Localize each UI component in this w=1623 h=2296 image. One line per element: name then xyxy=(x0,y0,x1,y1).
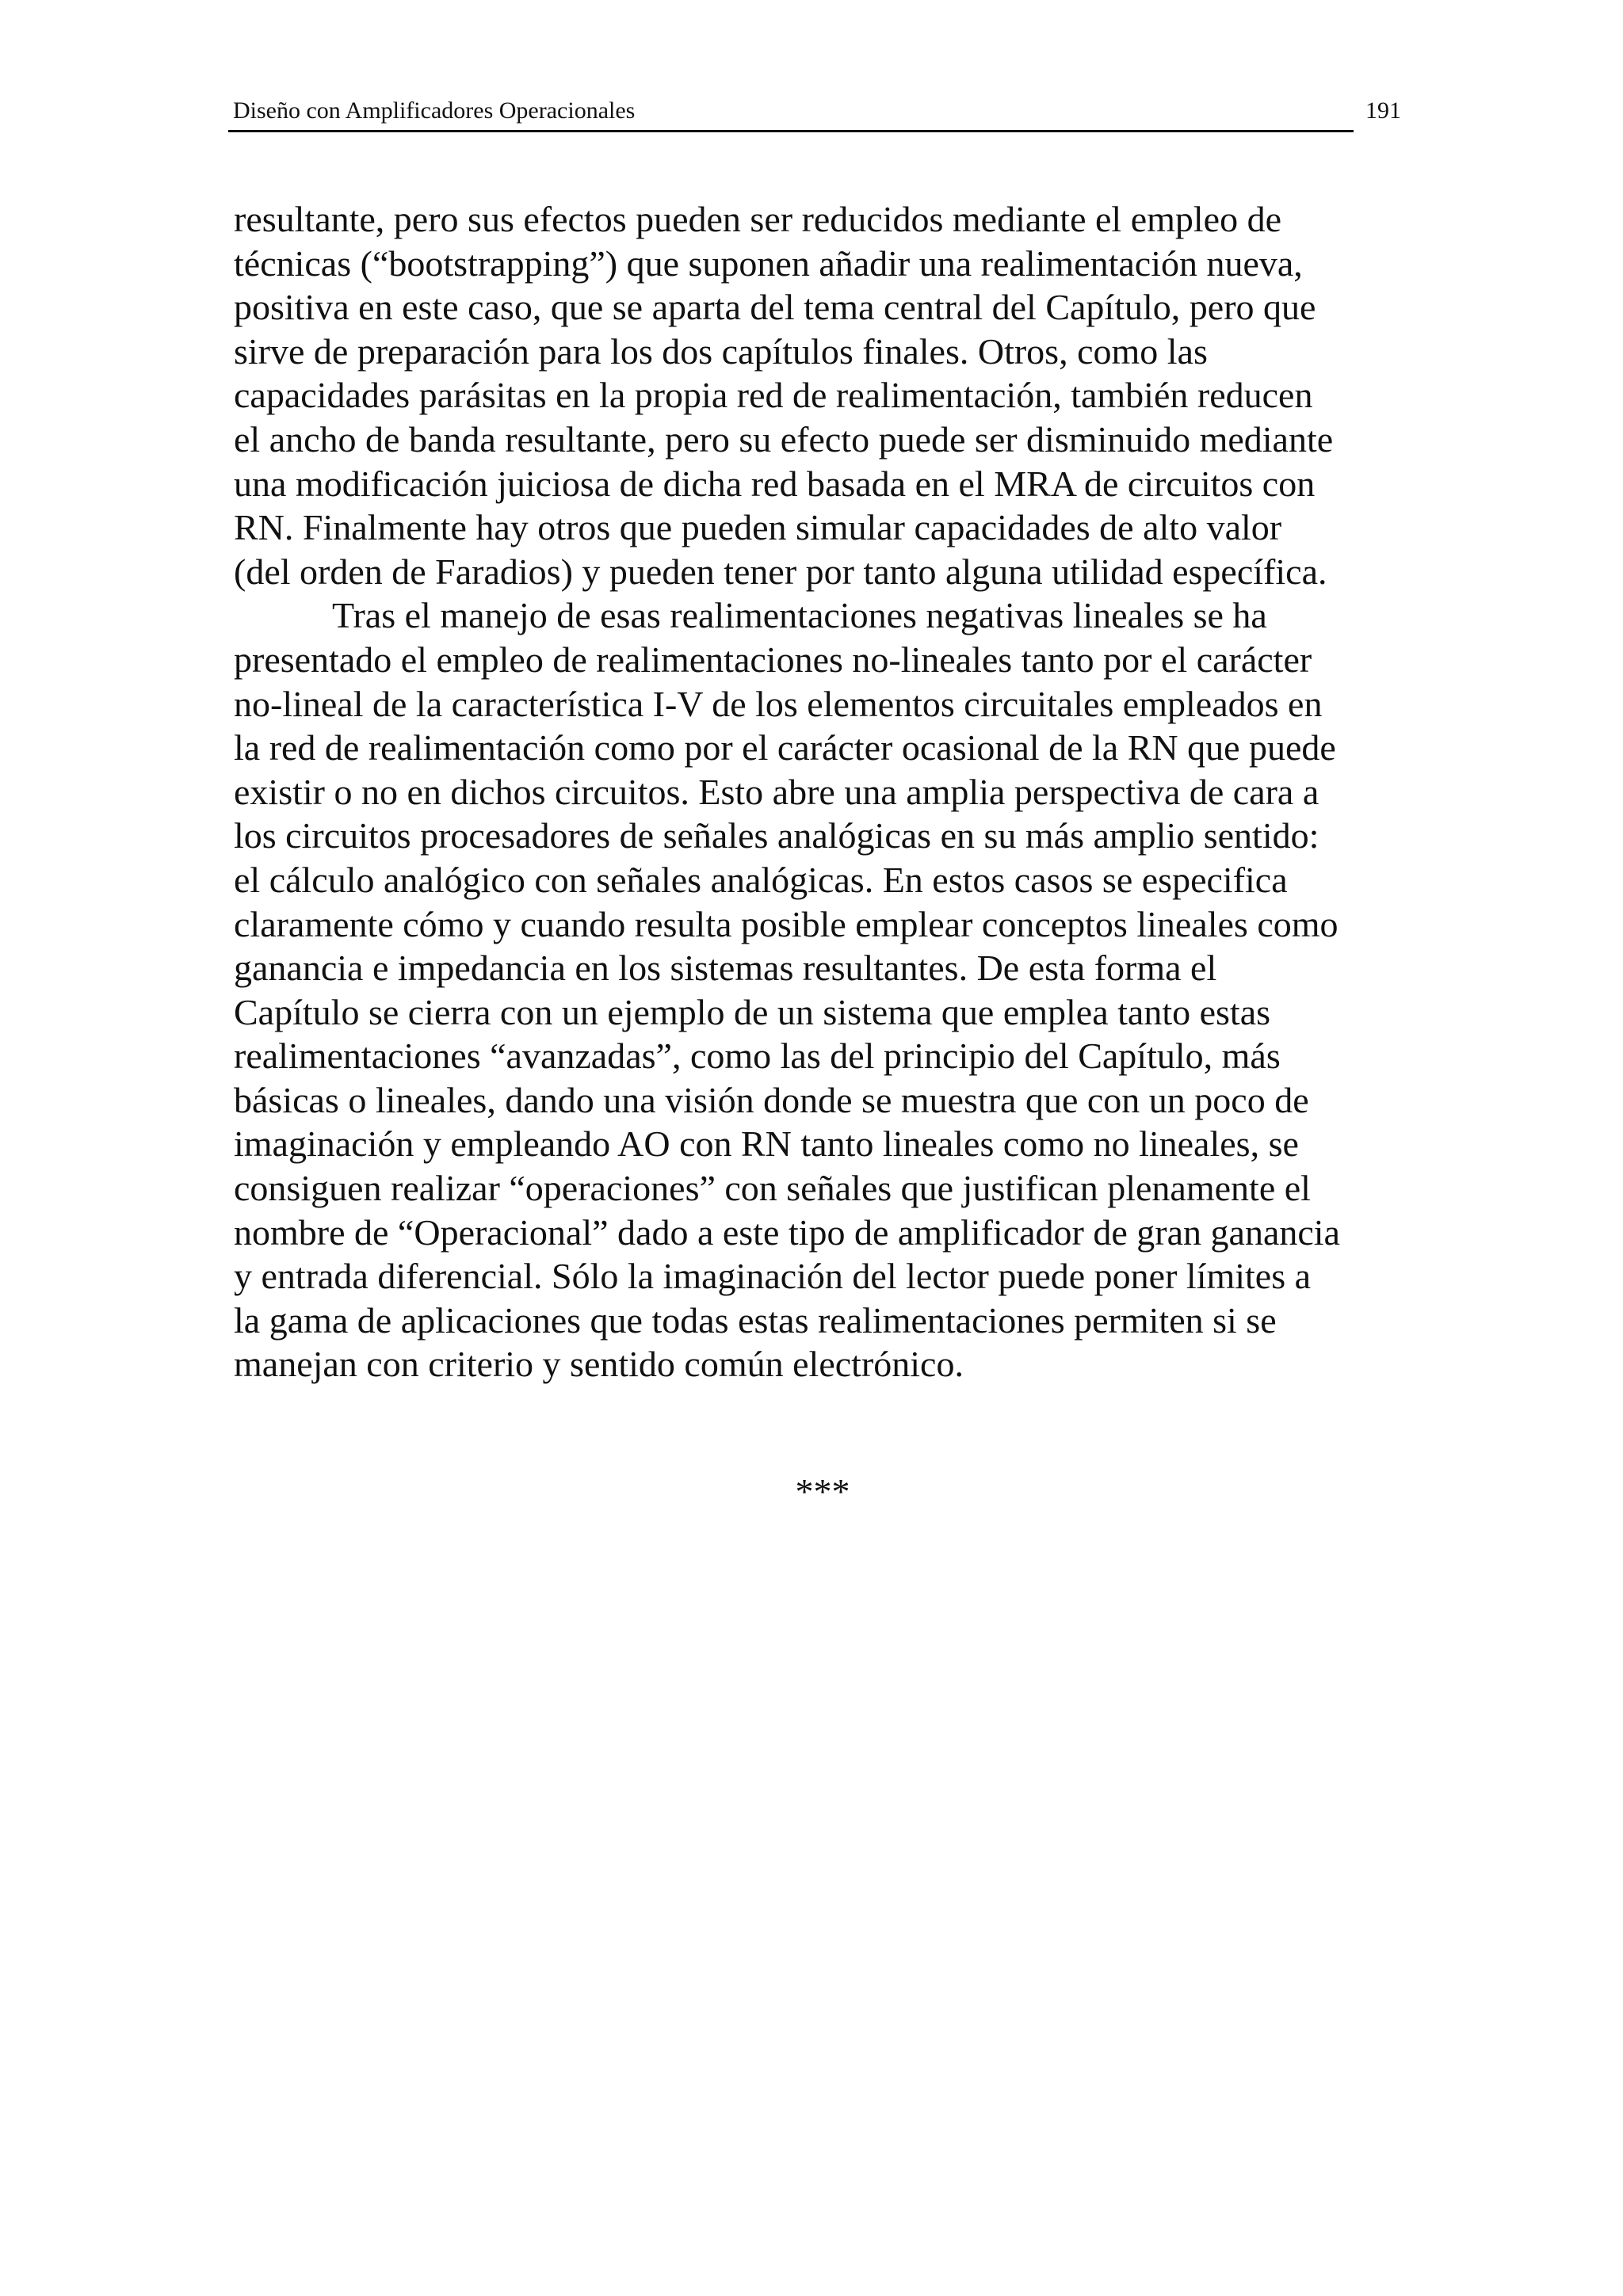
running-header xyxy=(228,93,1401,133)
page-number: 191 xyxy=(1365,97,1401,124)
header-rule xyxy=(228,130,1354,132)
body-text xyxy=(234,197,1399,1386)
header-title: Diseño con Amplificadores Operacionales xyxy=(233,97,636,124)
paragraph-nonlinear-feedback: Tras el manejo de esas realimentaciones negativas lineales se ha presentado el empleo de realimentaciones no-lineales tanto por el carácter no-lineal de la característica I-V de los elementos circuitales empleados en la red de realimentación como por el carácter ocasional de la RN que puede existir o no en dichos circuitos. Esto abre una amplia perspectiva de cara a los circuitos procesadores de señales analógicas en su más amplio sentido: el cálculo analógico con señales analógicas. En estos casos se especifica claramente cómo y cuando resulta posible emplear conceptos lineales como ganancia e impedancia en los sistemas resultantes. De esta forma el Capítulo se cierra con un ejemplo de un sistema que emplea tanto estas realimentaciones “avanzadas”, como las del principio del Capítulo, más básicas o lineales, dando una visión donde se muestra que con un poco de imaginación y empleando AO con RN tanto lineales como no lineales, se consiguen realizar “operaciones” con señales que justifican plenamente el nombre de “Operacional” dado a este tipo de amplificador de gran ganancia y entrada diferencial. Sólo la imaginación del lector puede poner límites a la gama de aplicaciones que todas estas realimentaciones permiten si se manejan con criterio y sentido común electrónico. xyxy=(234,595,1340,1385)
section-separator: *** xyxy=(795,1471,850,1512)
paragraph-continuation: resultante, pero sus efectos pueden ser reducidos mediante el empleo de técnicas (“bootstrapping”) que suponen añadir una realimentación nueva, positiva en este caso, que se aparta del tema central del Capítulo, pero que sirve de preparación para los dos capítulos finales. Otros, como las capacidades parásitas en la propia red de realimentación, también reducen el ancho de banda resultante, pero su efecto puede ser disminuido mediante una modificación juiciosa de dicha red basada en el MRA de circuitos con RN. Finalmente hay otros que pueden simular capacidades de alto valor (del orden de Faradios) y pueden tener por tanto alguna utilidad específica. xyxy=(234,199,1334,592)
